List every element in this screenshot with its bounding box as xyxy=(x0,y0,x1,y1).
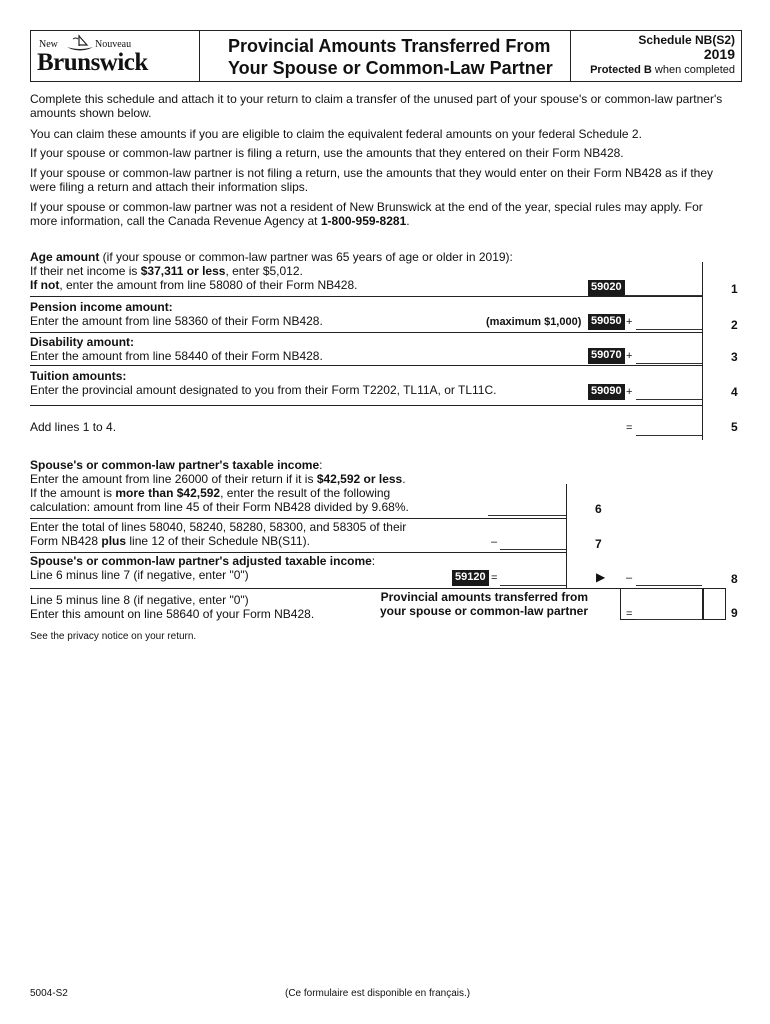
op-equals-8: = xyxy=(491,572,498,584)
code-59020: 59020 xyxy=(588,280,625,296)
line-1-amount-field[interactable] xyxy=(624,280,702,296)
line-number-1: 1 xyxy=(731,282,738,296)
line-number-4: 4 xyxy=(731,385,738,399)
adjusted-line1: Spouse's or common-law partner's adjusted taxable income: xyxy=(30,554,376,568)
line-9-amount-field[interactable] xyxy=(636,604,702,620)
form-title xyxy=(200,30,570,82)
privacy-notice: See the privacy notice on your return. xyxy=(30,631,197,642)
line-7-amount-field[interactable] xyxy=(500,534,566,550)
tuition-title: Tuition amounts: xyxy=(30,369,127,383)
schedule-name: Schedule NB(S2) xyxy=(638,33,735,47)
schedule-box xyxy=(570,30,742,82)
intro-p5: If your spouse or common-law partner was not a resident of New Brunswick at the end of the year, special rules may apply. For more information, call the Canada Revenue Agency at 1-800-959-8281. xyxy=(30,200,703,228)
row-divider-8 xyxy=(30,588,702,589)
line-3-amount-field[interactable] xyxy=(636,348,702,364)
final-label: Provincial amounts transferred from your spouse or common-law partner xyxy=(379,590,588,618)
logo-brunswick: Brunswick xyxy=(37,49,148,76)
nb-logo xyxy=(30,30,200,82)
add-lines-text: Add lines 1 to 4. xyxy=(30,420,117,434)
age-amount-line1: Age amount (if your spouse or common-law partner was 65 years of age or older in 2019): xyxy=(30,250,513,264)
row-divider-2 xyxy=(30,332,702,333)
french-notice: (Ce formulaire est disponible en français.) xyxy=(285,988,471,999)
line-9-box-divider xyxy=(702,588,704,620)
tuition-text: Enter the provincial amount designated to you from their Form T2202, TL11A, or TL11C. xyxy=(30,383,497,397)
form-number: 5004-S2 xyxy=(30,988,68,999)
code-59120: 59120 xyxy=(452,570,489,586)
op-plus-2: + xyxy=(626,316,633,328)
line-number-6: 6 xyxy=(595,502,602,516)
logo-nouveau: Nouveau xyxy=(95,39,132,50)
intro-p1: Complete this schedule and attach it to your return to claim a transfer of the unused part of your spouse's or common-law partner's amounts shown below. xyxy=(30,92,723,120)
row-divider-4 xyxy=(30,405,702,406)
protected-label: Protected B when completed xyxy=(590,64,735,76)
final-line1: Line 5 minus line 8 (if negative, enter "0") xyxy=(30,593,249,607)
line-2-amount-field[interactable] xyxy=(636,314,702,330)
title-line-1: Provincial Amounts Transferred From xyxy=(228,36,551,56)
line-number-9: 9 xyxy=(731,606,738,620)
op-equals-5: = xyxy=(626,422,633,434)
disability-text: Enter the amount from line 58440 of their Form NB428. xyxy=(30,349,323,363)
line-8-amount-field[interactable] xyxy=(636,570,702,586)
op-minus-7: – xyxy=(491,536,498,548)
title-line-2: Your Spouse or Common-Law Partner xyxy=(228,58,553,78)
age-amount-line2: If their net income is $37,311 or less, enter $5,012. xyxy=(30,264,303,278)
line-number-5: 5 xyxy=(731,420,738,434)
total-line1: Enter the total of lines 58040, 58240, 58280, 58300, and 58305 of their xyxy=(30,520,407,534)
sub-column-divider xyxy=(566,484,567,588)
line-8-sub-field[interactable] xyxy=(500,570,566,586)
pension-maximum: (maximum $1,000) xyxy=(486,316,582,328)
taxable-line2: Enter the amount from line 26000 of their return if it is $42,592 or less. xyxy=(30,472,406,486)
row-divider-6 xyxy=(30,518,566,519)
intro-p2: You can claim these amounts if you are eligible to claim the equivalent federal amounts on your federal Schedule 2. xyxy=(30,127,642,141)
line-number-8: 8 xyxy=(731,572,738,586)
op-minus-8: – xyxy=(626,572,633,584)
arrow-right-icon: ▶ xyxy=(596,570,606,584)
logo-new: New xyxy=(39,39,58,50)
adjusted-line2: Line 6 minus line 7 (if negative, enter "0") xyxy=(30,568,249,582)
total-line2: Form NB428 plus line 12 of their Schedule NB(S11). xyxy=(30,534,310,548)
line-6-amount-field[interactable] xyxy=(488,500,566,516)
line-5-amount-field[interactable] xyxy=(636,420,702,436)
code-59070: 59070 xyxy=(588,348,625,364)
op-plus-4: + xyxy=(626,386,633,398)
amount-column-divider xyxy=(702,262,703,440)
pension-title: Pension income amount: xyxy=(30,300,173,314)
taxable-line4: calculation: amount from line 45 of their Form NB428 divided by 9.68%. xyxy=(30,500,409,514)
final-line2: Enter this amount on line 58640 of your Form NB428. xyxy=(30,607,315,621)
schedule-year: 2019 xyxy=(703,46,735,62)
line-4-amount-field[interactable] xyxy=(636,384,702,400)
intro-p4: If your spouse or common-law partner is not filing a return, use the amounts that they would enter on their Form NB428 as if they were filing a return and attach their information slips. xyxy=(30,166,714,194)
code-59090: 59090 xyxy=(588,384,625,400)
row-divider-3 xyxy=(30,365,702,366)
line-number-3: 3 xyxy=(731,350,738,364)
line-number-7: 7 xyxy=(595,537,602,551)
op-equals-9: = xyxy=(626,608,633,620)
op-plus-3: + xyxy=(626,350,633,362)
taxable-line3: If the amount is more than $42,592, enter the result of the following xyxy=(30,486,391,500)
row-divider-7 xyxy=(30,552,566,553)
line-number-2: 2 xyxy=(731,318,738,332)
pension-text: Enter the amount from line 58360 of their Form NB428. xyxy=(30,314,323,328)
row-divider-1 xyxy=(30,296,702,297)
taxable-line1: Spouse's or common-law partner's taxable income: xyxy=(30,458,323,472)
code-59050: 59050 xyxy=(588,314,625,330)
disability-title: Disability amount: xyxy=(30,335,135,349)
intro-p3: If your spouse or common-law partner is filing a return, use the amounts that they entered on their Form NB428. xyxy=(30,146,624,160)
age-amount-line3: If not, enter the amount from line 58080 of their Form NB428. xyxy=(30,278,358,292)
